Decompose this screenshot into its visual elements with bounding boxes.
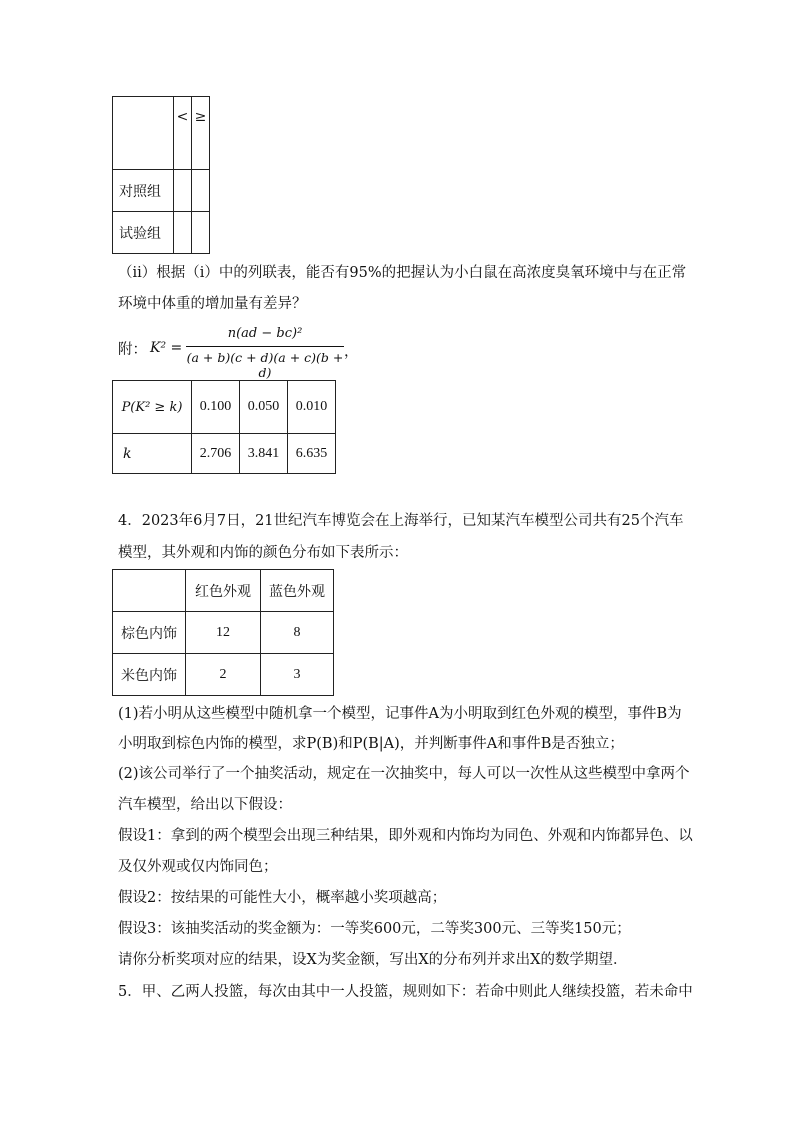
assumption3: 假设3：该抽奖活动的奖金额为：一等奖600元，二等奖300元、三等奖150元； — [118, 921, 631, 937]
row-label-test: 试验组 — [113, 212, 174, 254]
table-cell — [192, 212, 210, 254]
table-cell: 3 — [261, 654, 334, 696]
formula-denominator: (a + b)(c + d)(a + c)(b + d) — [186, 350, 344, 380]
assumption1-line1: 假设1：拿到的两个模型会出现三种结果，即外观和内饰均为同色、外观和内饰都异色、以 — [118, 828, 693, 844]
table-cell — [174, 170, 192, 212]
row-label-beige: 米色内饰 — [113, 654, 186, 696]
table-cell: 2 — [186, 654, 261, 696]
k-row1-value: 0.050 — [240, 381, 288, 434]
q4-ask: 请你分析奖项对应的结果，设X为奖金额，写出X的分布列并求出X的数学期望． — [118, 952, 628, 968]
k-row2-value: 3.841 — [240, 434, 288, 474]
q5-line1: 5．甲、乙两人投篮，每次由其中一人投篮，规则如下：若命中则此人继续投篮，若未命中 — [118, 984, 693, 1000]
q4-part1-line1: (1)若小明从这些模型中随机拿一个模型，记事件A为小明取到红色外观的模型，事件B为 — [118, 706, 682, 722]
empty-header-cell — [113, 570, 186, 612]
table-cell — [174, 212, 192, 254]
table-cell: 8 — [261, 612, 334, 654]
k-row1-value: 0.100 — [192, 381, 240, 434]
q4-line2: 模型，其外观和内饰的颜色分布如下表所示： — [118, 545, 408, 561]
assumption2: 假设2：按结果的可能性大小，概率越小奖项越高； — [118, 890, 447, 906]
row-label-control: 对照组 — [113, 170, 174, 212]
q3-part2-line2: 环境中体重的增加量有差异？ — [118, 296, 307, 312]
formula-prefix: 附： — [118, 342, 147, 358]
k-row2-value: 6.635 — [288, 434, 336, 474]
q3-part2-line1: （ⅱ）根据（i）中的列联表，能否有95%的把握认为小白鼠在高浓度臭氧环境中与在正常 — [118, 265, 687, 281]
header-lt: < — [174, 97, 192, 170]
table-cell — [192, 170, 210, 212]
table-cell: 12 — [186, 612, 261, 654]
color-distribution-table — [112, 569, 334, 696]
empty-header-cell — [113, 97, 174, 170]
observation-table — [112, 96, 210, 254]
q4-line1: 4．2023年6月7日，21世纪汽车博览会在上海举行，已知某汽车模型公司共有25个汽车 — [118, 513, 684, 529]
formula-numerator: n(ad − bc)² — [227, 326, 303, 341]
q4-part2-line2: 汽车模型，给出以下假设： — [118, 797, 292, 813]
q4-part2-line1: (2)该公司举行了一个抽奖活动，规定在一次抽奖中，每人可以一次性从这些模型中拿两个 — [118, 766, 690, 782]
col-header-blue: 蓝色外观 — [261, 570, 334, 612]
k-row1-value: 0.010 — [288, 381, 336, 434]
col-header-red: 红色外观 — [186, 570, 261, 612]
formula-suffix: ， — [344, 344, 359, 360]
k-value-table — [112, 380, 336, 474]
assumption1-line2: 及仅外观或仅内饰同色； — [118, 859, 278, 875]
q4-part1-line2: 小明取到棕色内饰的模型，求P(B)和P(B|A)，并判断事件A和事件B是否独立； — [118, 736, 624, 752]
formula-lhs: K² = — [150, 340, 183, 356]
k-row2-value: 2.706 — [192, 434, 240, 474]
fraction-bar — [186, 346, 344, 347]
k-row1-label: P(K² ≥ k) — [113, 381, 192, 434]
row-label-brown: 棕色内饰 — [113, 612, 186, 654]
k-row2-label: k — [113, 434, 192, 474]
header-ge: ≥ — [192, 97, 210, 170]
